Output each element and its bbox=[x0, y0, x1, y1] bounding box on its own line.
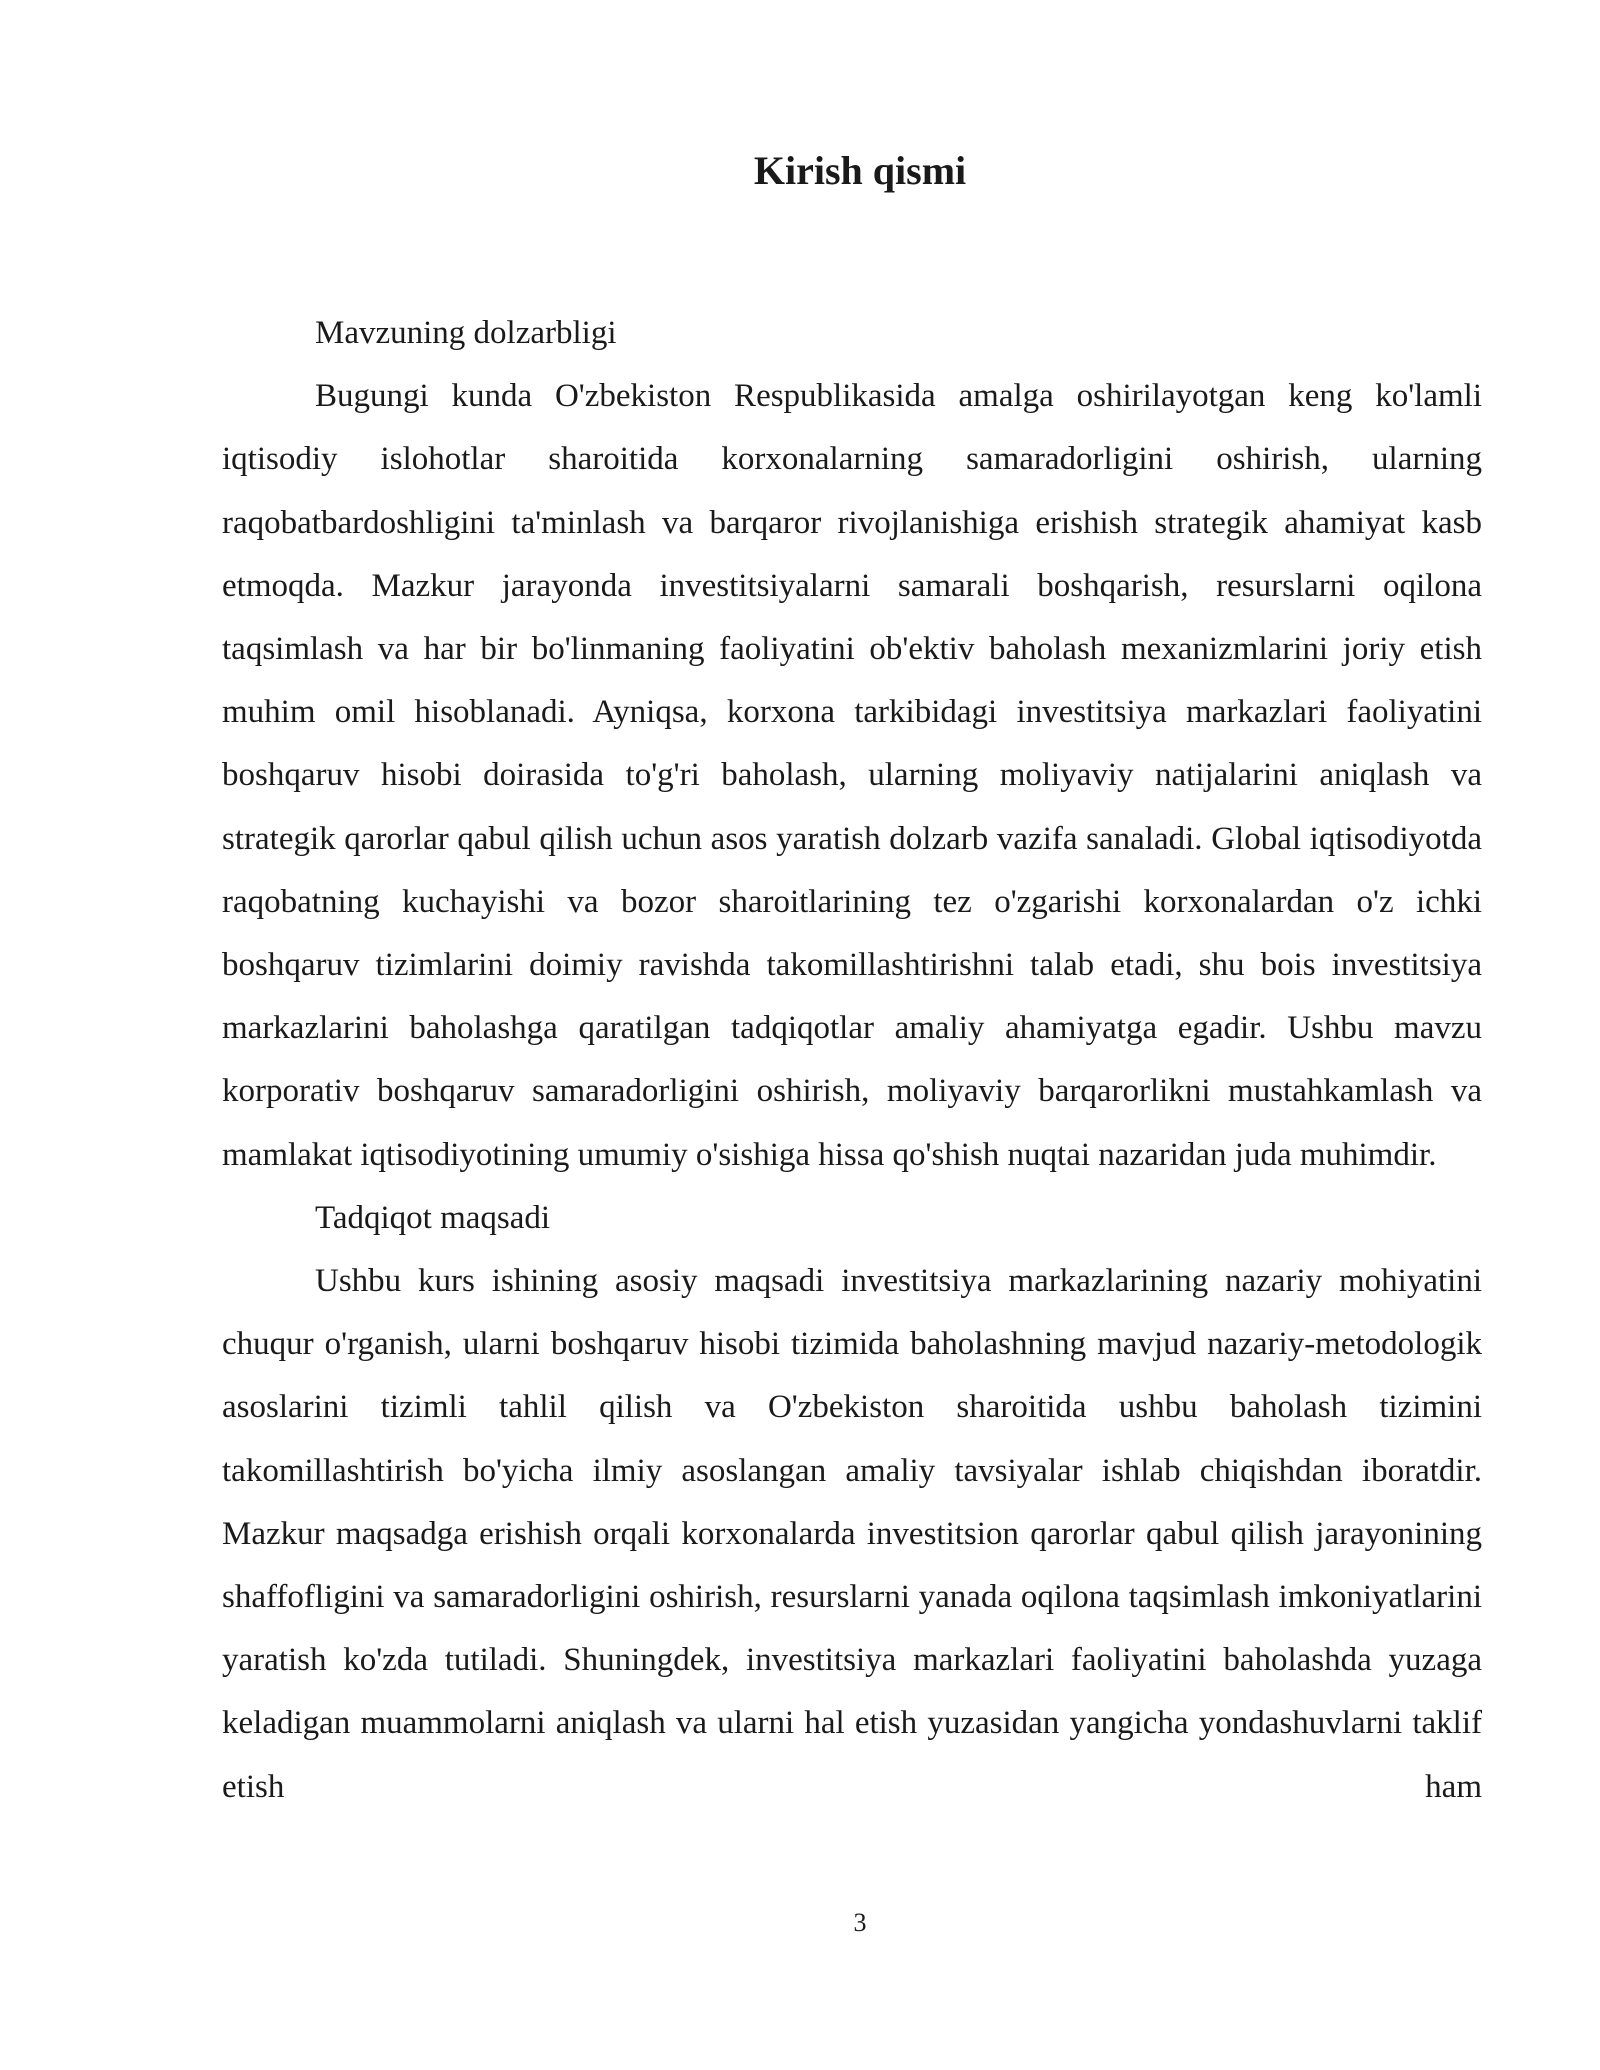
page-number: 3 bbox=[853, 1908, 867, 1937]
section-paragraph-goal: Ushbu kurs ishining asosiy maqsadi investitsiya markazlarining nazariy mohiyatini chuqur o'rganish, ularni boshqaruv hisobi tizimida baholashning mavjud nazariy-metodologik asoslarini tizimli tahlil qilish va O'zbekiston sharoitida ushbu baholash tizimini takomillashtirish bo'yicha ilmiy asoslangan amaliy tavsiyalar ishlab chiqishdan iboratdir. Mazkur maqsadga erishish orqali korxonalarda investitsion qarorlar qabul qilish jarayonining shaffofligini va samaradorligini oshirish, resurslarni yanada oqilona taqsimlash imkoniyatlarini yaratish ko'zda tutiladi. Shuningdek, investitsiya markazlari faoliyatini baholashda yuzaga keladigan muammolarni aniqlash va ularni hal etish yuzasidan yangicha yondashuvlarni taklif etish ham bbox=[222, 1263, 1482, 1805]
document-body bbox=[222, 302, 1482, 1805]
section-paragraph-relevance: Bugungi kunda O'zbekiston Respublikasida amalga oshirilayotgan keng ko'lamli iqtisodiy islohotlar sharoitida korxonalarning samaradorligini oshirish, ularning raqobatbardoshligini ta'minlash va barqaror rivojlanishiga erishish strategik ahamiyat kasb etmoqda. Mazkur jarayonda investitsiyalarni samarali boshqarish, resurslarni oqilona taqsimlash va har bir bo'linmaning faoliyatini ob'ektiv baholash mexanizmlarini joriy etish muhim omil hisoblanadi. Ayniqsa, korxona tarkibidagi investitsiya markazlari faoliyatini boshqaruv hisobi doirasida to'g'ri baholash, ularning moliyaviy natijalarini aniqlash va strategik qarorlar qabul qilish uchun asos yaratish dolzarb vazifa sanaladi. Global iqtisodiyotda raqobatning kuchayishi va bozor sharoitlarining tez o'zgarishi korxonalardan o'z ichki boshqaruv tizimlarini doimiy ravishda takomillashtirishni talab etadi, shu bois investitsiya markazlarini baholashga qaratilgan tadqiqotlar amaliy ahamiyatga egadir. Ushbu mavzu korporativ boshqaruv samaradorligini oshirish, moliyaviy barqarorlikni mustahkamlash va mamlakat iqtisodiyotining umumiy o'sishiga hissa qo'shish nuqtai nazaridan juda muhimdir. bbox=[222, 378, 1482, 1173]
page-title: Kirish qismi bbox=[753, 148, 967, 193]
section-heading-relevance: Mavzuning dolzarbligi bbox=[315, 315, 617, 351]
section-heading-goal: Tadqiqot maqsadi bbox=[315, 1199, 551, 1236]
